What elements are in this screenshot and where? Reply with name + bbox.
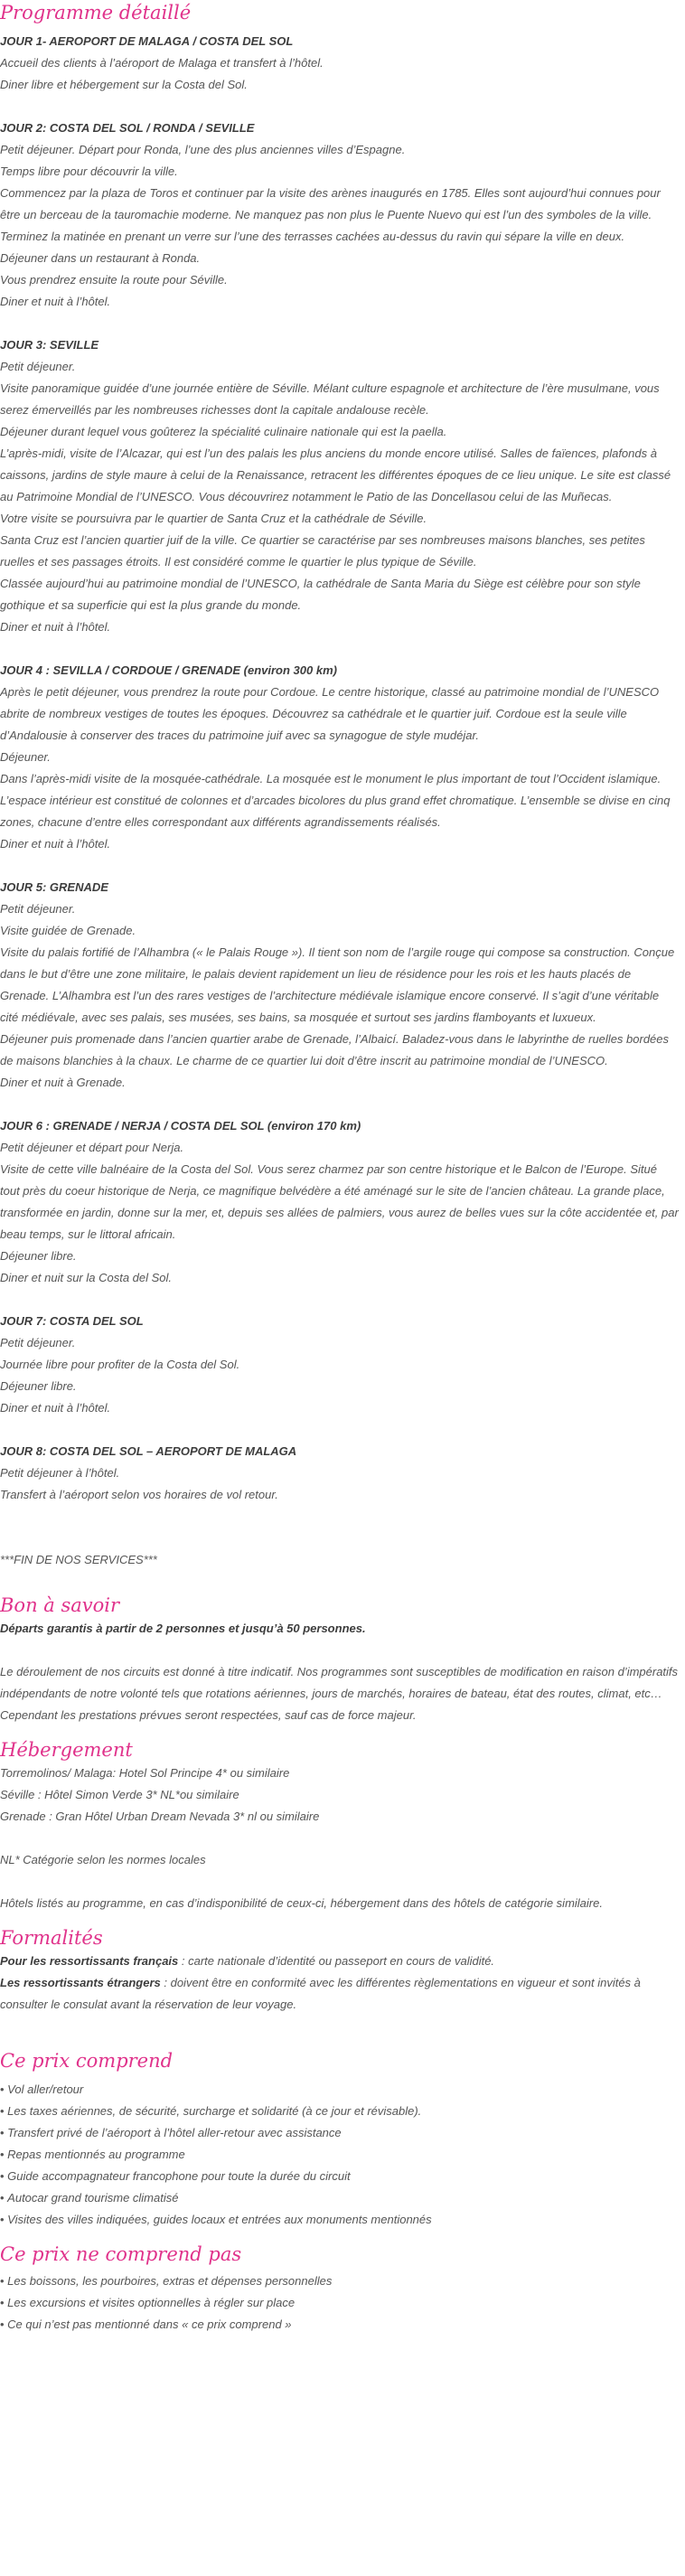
day-line: Diner et nuit à l’hôtel. (0, 295, 111, 308)
day-line: Dans l’après-midi visite de la mosquée-cathédrale. La mosquée est le monument le plus important de tout l’Occident islamique. L’espace intérieur est constitué de colonnes et d’arcades bicolores du plus grand effet chromatique. L’ensemble se divise en cinq zones, chacune d’entre elles correspondant aux différents agrandissements réalisés. (0, 772, 671, 829)
day-block (0, 313, 680, 638)
list-item: • Les boissons, les pourboires, extras et dépenses personnelles (0, 2270, 680, 2292)
day-block (0, 96, 680, 313)
foreign-nationals-label: Les ressortissants étrangers (0, 1976, 161, 1989)
departures-text: Départs garantis à partir de 2 personnes et jusqu’à 50 personnes. (0, 1622, 366, 1635)
day-title: JOUR 3: SEVILLE (0, 338, 99, 352)
spacer (0, 1528, 680, 1549)
day-line: Transfert à l’aéroport selon vos horaires de vol retour. (0, 1488, 278, 1501)
list-item: • Guide accompagnateur francophone pour toute la durée du circuit (0, 2166, 680, 2187)
day-title: JOUR 1- AEROPORT DE MALAGA / COSTA DEL SOL (0, 34, 294, 48)
list-item: • Autocar grand tourisme climatisé (0, 2187, 680, 2209)
formalites-section (0, 1925, 680, 2048)
day-title: JOUR 7: COSTA DEL SOL (0, 1314, 144, 1328)
included-list (0, 2079, 680, 2231)
day-line: Petit déjeuner. (0, 902, 76, 916)
french-nationals-text (0, 1951, 680, 1972)
prix-comprend-section (0, 2048, 680, 2242)
day-block (0, 855, 680, 1094)
hotel-line: Grenade : Gran Hôtel Urban Dream Nevada 3* nl ou similaire (0, 1810, 320, 1823)
day-line: Diner libre et hébergement sur la Costa del Sol. (0, 78, 248, 91)
french-nationals-detail: : carte nationale d’identité ou passeport en cours de validité. (178, 1954, 495, 1968)
hotel-line: Séville : Hôtel Simon Verde 3* NL*ou similaire (0, 1788, 239, 1801)
spacer (0, 2231, 680, 2242)
nl-note: NL* Catégorie selon les normes locales (0, 1853, 206, 1866)
prix-comprend-title: Ce prix comprend (0, 2050, 174, 2072)
days-list (0, 31, 680, 1506)
day-line: Diner et nuit à l’hôtel. (0, 620, 111, 634)
day-title: JOUR 4 : SEVILLA / CORDOUE / GRENADE (environ 300 km) (0, 663, 337, 677)
availability-note: Hôtels listés au programme, en cas d’indisponibilité de ceux-ci, hébergement dans des hôtels de catégorie similaire. (0, 1896, 603, 1910)
hotel-line: Torremolinos/ Malaga: Hotel Sol Principe 4* ou similaire (0, 1766, 290, 1780)
day-line: Petit déjeuner et départ pour Nerja. (0, 1141, 184, 1154)
list-item: • Repas mentionnés au programme (0, 2144, 680, 2166)
day-line: Déjeuner puis promenade dans l’ancien quartier arabe de Grenade, l’Albaicí. Baladez-vous dans le labyrinthe de ruelles bordées de maisons blanchies à la chaux. Le charme de ce quartier lui doit d’être inscrit au patrimoine mondial de l’UNESCO. (0, 1032, 670, 1067)
spacer (0, 1094, 680, 1115)
day-line: Diner et nuit à l’hôtel. (0, 1401, 111, 1415)
hebergement-title: Hébergement (0, 1739, 133, 1761)
day-line: Visite de cette ville balnéaire de la Costa del Sol. Vous serez charmez par son centre historique et le Balcon de l’Europe. Situé tout près du coeur historique de Nerja, ce magnifique belvédère a été aménagé sur le site de l’ancien château. La grande place, transformée en jardin, donne sur la mer, et, depuis ses allées de palmiers, vous aurez de belles vues sur la côte accidentée et, par beau temps, sur le littoral africain. (0, 1162, 679, 1241)
excluded-list (0, 2270, 680, 2336)
foreign-nationals-detail: : doivent être en conformité avec les différentes règlementations en vigueur et sont invités à consulter le consulat avant la réservation de leur voyage. (0, 1976, 641, 2011)
day-line: Petit déjeuner. (0, 1336, 76, 1349)
day-line: Temps libre pour découvrir la ville. (0, 165, 178, 178)
prix-ne-comprend-pas-title: Ce prix ne comprend pas (0, 2243, 242, 2265)
spacer (0, 638, 680, 660)
spacer (0, 855, 680, 877)
day-line: Petit déjeuner à l’hôtel. (0, 1466, 120, 1480)
list-item: • Transfert privé de l’aéroport à l’hôtel aller-retour avec assistance (0, 2122, 680, 2144)
day-title: JOUR 5: GRENADE (0, 880, 108, 894)
day-line: Diner et nuit sur la Costa del Sol. (0, 1271, 173, 1284)
formalites-title: Formalités (0, 1927, 103, 1949)
day-line: Vous prendrez ensuite la route pour Séville. (0, 273, 228, 287)
spacer (0, 1571, 680, 1593)
day-line: Petit déjeuner. (0, 360, 76, 373)
spacer (0, 1828, 680, 1849)
spacer (0, 1640, 680, 1661)
prix-ne-comprend-pas-section (0, 2242, 680, 2336)
day-line: Journée libre pour profiter de la Costa del Sol. (0, 1358, 240, 1371)
spacer (0, 1419, 680, 1441)
spacer (0, 1506, 680, 1528)
spacer (0, 96, 680, 118)
day-title: JOUR 6 : GRENADE / NERJA / COSTA DEL SOL (environ 170 km) (0, 1119, 361, 1133)
day-line: Santa Cruz est l’ancien quartier juif de la ville. Ce quartier se caractérise par ses nombreuses maisons blanches, ses petites ruelles et ses passages étroits. Il est considéré comme le quartier le plus typique de Séville. (0, 533, 645, 569)
day-line: Déjeuner. (0, 750, 51, 764)
day-line: Après le petit déjeuner, vous prendrez la route pour Cordoue. Le centre historique, classé au patrimoine mondial de l’UNESCO abrite de nombreux vestiges de toutes les époques. Découvrez sa cathédrale et le quartier juif. Cordoue est la seule ville d’Andalousie à conserver des traces du patrimoine juif avec sa synagogue de style mudéjar. (0, 685, 660, 742)
day-line: Déjeuner dans un restaurant à Ronda. (0, 251, 201, 265)
bon-a-savoir-text: Le déroulement de nos circuits est donné à titre indicatif. Nos programmes sont susceptibles de modification en raison d’impératifs indépendants de notre volonté tels que rotations aériennes, jours de marchés, horaires de bateau, état des routes, climat, etc… Cependant les prestations prévues seront respectées, sauf cas de force majeur. (0, 1665, 679, 1722)
day-line: Déjeuner durant lequel vous goûterez la spécialité culinaire nationale qui est la paella. (0, 425, 447, 438)
day-line: Diner et nuit à l’hôtel. (0, 837, 111, 851)
day-line: Diner et nuit à Grenade. (0, 1076, 126, 1089)
list-item: • Visites des villes indiquées, guides locaux et entrées aux monuments mentionnés (0, 2209, 680, 2231)
day-title: JOUR 8: COSTA DEL SOL – AEROPORT DE MALAGA (0, 1444, 297, 1458)
spacer (0, 1726, 680, 1737)
bon-a-savoir-section (0, 1593, 680, 1737)
day-line: Petit déjeuner. Départ pour Ronda, l’une des plus anciennes villes d’Espagne. (0, 143, 406, 156)
day-line: Accueil des clients à l’aéroport de Malaga et transfert à l’hôtel. (0, 56, 324, 70)
day-line: Votre visite se poursuivra par le quartier de Santa Cruz et la cathédrale de Séville. (0, 512, 427, 525)
list-item: • Les taxes aériennes, de sécurité, surcharge et solidarité (à ce jour et révisable). (0, 2101, 680, 2122)
spacer (0, 313, 680, 334)
spacer (0, 1871, 680, 1893)
day-line: Commencez par la plaza de Toros et continuer par la visite des arènes inaugurés en 1785. Elles sont aujourd’hui connues pour être un berceau de la tauromachie moderne. Ne manquez pas non plus le Puente Nuevo qui est l’un des symboles de la ville. Terminez la matinée en prenant un verre sur l’une des terrasses cachées au-dessus du ravin qui sépare la ville en deux. (0, 186, 661, 243)
hebergement-section (0, 1737, 680, 1925)
end-note: ***FIN DE NOS SERVICES*** (0, 1553, 157, 1566)
spacer (0, 1289, 680, 1311)
french-nationals-label: Pour les ressortissants français (0, 1954, 179, 1968)
day-line: Visite guidée de Grenade. (0, 924, 136, 937)
list-item: • Vol aller/retour (0, 2079, 680, 2101)
spacer (0, 1914, 680, 1925)
day-line: Déjeuner libre. (0, 1249, 77, 1263)
day-line: L’après-midi, visite de l’Alcazar, qui est l’un des palais les plus anciens du monde encore utilisé. Salles de faïences, plafonds à caissons, jardins de style maure à celui de la Renaissance, retracent les différentes époques de ce lieu unique. Le site est classé au Patrimoine Mondial de l’UNESCO. Vous découvrirez notamment le Patio de las Doncellasou celui de las Muñecas. (0, 447, 671, 503)
programme-title: Programme détaillé (0, 2, 192, 24)
day-block (0, 1419, 680, 1506)
day-block (0, 638, 680, 855)
list-item: • Ce qui n’est pas mentionné dans « ce prix comprend » (0, 2314, 680, 2336)
day-line: Visite du palais fortifié de l’Alhambra (« le Palais Rouge »). Il tient son nom de l’argile rouge qui compose sa construction. Conçue dans le but d’être une zone militaire, le palais devient rapidement un lieu de résidence pour les rois et les hauts placés de Grenade. L’Alhambra est l’un des rares vestiges de l’architecture médiévale islamique encore conservé. Il s’agit d’une véritable cité médiévale, avec ses palais, ses musées, ses bains, sa mosquée et surtout ses jardins flamboyants et luxueux. (0, 945, 675, 1024)
day-block (0, 31, 680, 96)
day-line: Déjeuner libre. (0, 1379, 77, 1393)
day-line: Classée aujourd’hui au patrimoine mondial de l’UNESCO, la cathédrale de Santa Maria du Siège est célèbre pour son style gothique et sa superficie qui est la plus grande du monde. (0, 577, 641, 612)
day-line: Visite panoramique guidée d’une journée entière de Séville. Mélant culture espagnole et architecture de l’ère musulmane, vous serez émerveillés par les nombreuses richesses dont la capitale andalouse recèle. (0, 381, 660, 417)
list-item: • Les excursions et visites optionnelles à régler sur place (0, 2292, 680, 2314)
foreign-nationals-text (0, 1972, 680, 2016)
day-block (0, 1094, 680, 1289)
day-title: JOUR 2: COSTA DEL SOL / RONDA / SEVILLE (0, 121, 255, 135)
bon-a-savoir-title: Bon à savoir (0, 1594, 120, 1616)
spacer (0, 2016, 680, 2048)
day-block (0, 1289, 680, 1419)
